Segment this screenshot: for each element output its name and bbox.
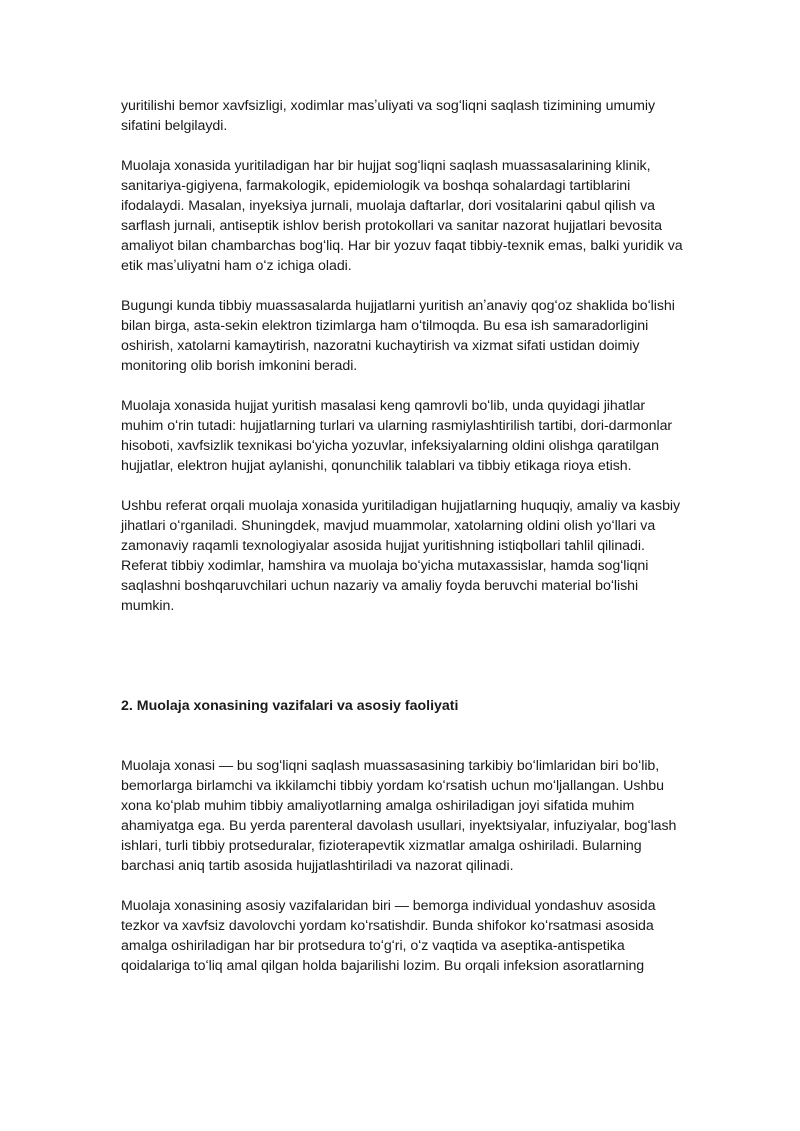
paragraph-spacer: [121, 476, 687, 496]
paragraph-spacer: [121, 136, 687, 156]
paragraph-spacer: [121, 376, 687, 396]
section-heading: 2. Muolaja xonasining vazifalari va asosiy faoliyati: [121, 698, 459, 714]
paragraph-intro-5: Ushbu referat orqali muolaja xonasida yuritiladigan hujjatlarning huquqiy, amaliy va kasbiy jihatlari oʻrganiladi. Shuningdek, mavjud muammolar, xatolarning oldini olish yoʻllari va zamonaviy raqamli texnologiyalar asosida hujjat yuritishning istiqbollari tahlil qilinadi. Referat tibbiy xodimlar, hamshira va muolaja boʻyicha mutaxassislar, hamda sogʻliqni saqlashni boshqaruvchilari uchun nazariy va amaliy foyda beruvchi material boʻlishi mumkin.: [121, 498, 681, 614]
heading-spacer: [121, 716, 687, 756]
paragraph-section-1: Muolaja xonasi — bu sogʻliqni saqlash muassasasining tarkibiy boʻlimlaridan biri boʻlib, bemorlarga birlamchi va ikkilamchi tibbiy yordam koʻrsatish uchun moʻljallangan. Ushbu xona koʻplab muhim tibbiy amaliyotlarning amalga oshiriladigan joyi sifatida muhim ahamiyatga ega. Bu yerda parenteral davolash usullari, inyektsiyalar, infuziyalar, bogʻlash ishlari, turli tibbiy protseduralar, fizioterapevtik xizmatlar amalga oshiriladi. Bularning barchasi aniq tartib asosida hujjatlashtiriladi va nazorat qilinadi.: [121, 758, 677, 874]
paragraph-intro-4: Muolaja xonasida hujjat yuritish masalasi keng qamrovli boʻlib, unda quyidagi jihatlar muhim oʻrin tutadi: hujjatlarning turlari va ularning rasmiylashtirilish tartibi, dori-darmonlar hisoboti, xavfsizlik texnikasi boʻyicha yozuvlar, infeksiyalarning oldini olishga qaratilgan hujjatlar, elektron hujjat aylanishi, qonunchilik talablari va tibbiy etikaga rioya etish.: [121, 398, 673, 474]
paragraph-intro-2: Muolaja xonasida yuritiladigan har bir hujjat sogʻliqni saqlash muassasalarining klinik, sanitariya-gigiyena, farmakologik, epidemiologik va boshqa sohalardagi tartiblarini ifodalaydi. Masalan, inyeksiya jurnali, muolaja daftarlar, dori vositalarini qabul qilish va sarflash jurnali, antiseptik ishlov berish protokollari va sanitar nazorat hujjatlari bevosita amaliyot bilan chambarchas bogʻliq. Har bir yozuv faqat tibbiy-texnik emas, balki yuridik va etik masʼuliyatni ham oʻz ichiga oladi.: [121, 158, 683, 274]
paragraph-spacer: [121, 276, 687, 296]
paragraph-intro-3: Bugungi kunda tibbiy muassasalarda hujjatlarni yuritish anʼanaviy qogʻoz shaklida boʻlishi bilan birga, asta-sekin elektron tizimlarga ham oʻtilmoqda. Bu esa ish samaradorligini oshirish, xatolarni kamaytirish, nazoratni kuchaytirish va xizmat sifati ustidan doimiy monitoring olib borish imkonini beradi.: [121, 298, 675, 374]
paragraph-spacer: [121, 876, 687, 896]
paragraph-section-2: Muolaja xonasining asosiy vazifalaridan biri — bemorga individual yondashuv asosida tezkor va xavfsiz davolovchi yordam koʻrsatishdir. Bunda shifokor koʻrsatmasi asosida amalga oshiriladigan har bir protsedura toʻgʻri, oʻz vaqtida va aseptika-antispetika qoidalariga toʻliq amal qilgan holda bajarilishi lozim. Bu orqali infeksion asoratlarning: [121, 898, 656, 974]
document-body: [121, 96, 687, 976]
paragraph-intro-1: yuritilishi bemor xavfsizligi, xodimlar masʼuliyati va sogʻliqni saqlash tizimining umumiy sifatini belgilaydi.: [121, 98, 656, 134]
section-spacer: [121, 616, 687, 696]
